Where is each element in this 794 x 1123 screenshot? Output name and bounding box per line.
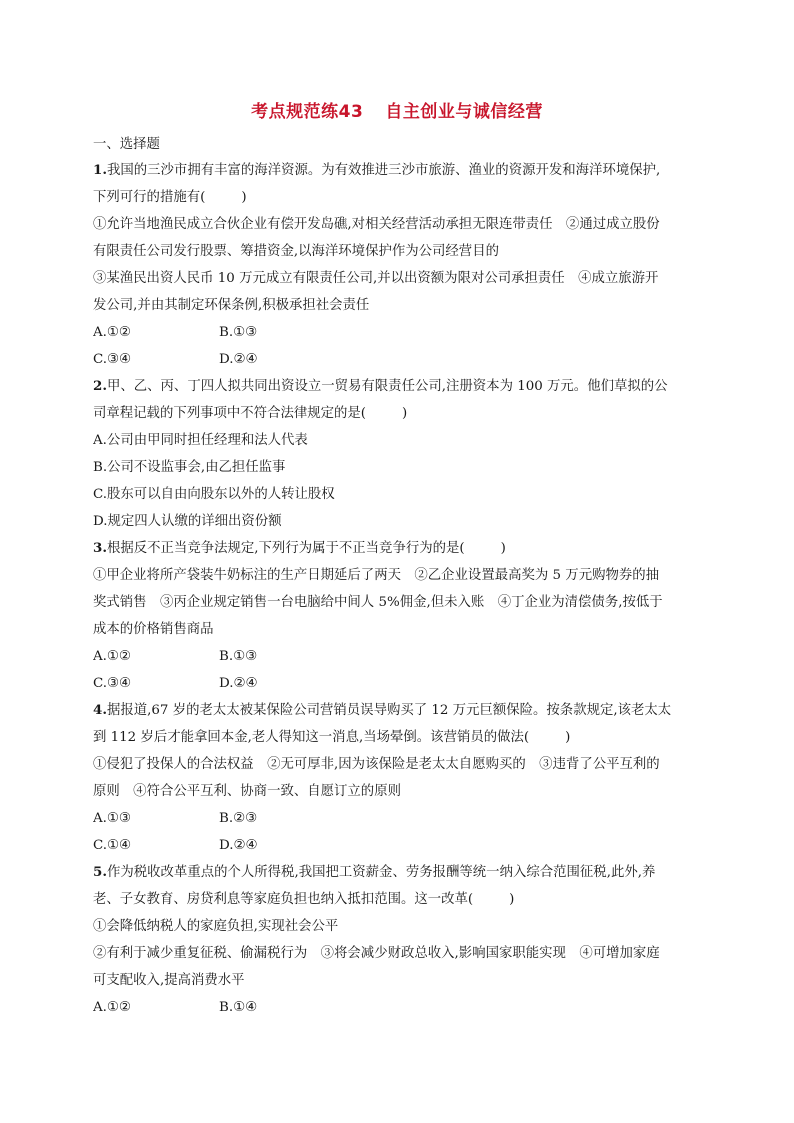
question-list [93, 133, 703, 1021]
statement-line: ①允许当地渔民成立合伙企业有偿开发岛礁,对相关经营活动承担无限连带责任 ②通过成立股份 [93, 217, 660, 232]
option-b[interactable]: B.①③ [219, 649, 258, 664]
option-a[interactable]: A.①② [93, 649, 131, 664]
answer-options [93, 670, 703, 697]
option-d[interactable]: D.规定四人认缴的详细出资份额 [93, 514, 282, 529]
option-a[interactable]: A.公司由甲同时担任经理和法人代表 [93, 433, 308, 448]
option-a[interactable]: A.①② [93, 1000, 131, 1015]
statement-line: ①甲企业将所产袋装牛奶标注的生产日期延后了两天 ②乙企业设置最高奖为 5 万元购物券的抽 [93, 568, 660, 583]
option-a[interactable]: A.①③ [93, 811, 131, 826]
question-stem: 5.作为税收改革重点的个人所得税,我国把工资薪金、劳务报酬等统一纳入综合范围征税,此外,养 [93, 864, 656, 880]
option-c[interactable]: C.股东可以自由向股东以外的人转让股权 [93, 487, 335, 502]
option-a[interactable]: A.①② [93, 325, 131, 340]
option-d[interactable]: D.②④ [219, 352, 258, 367]
answer-options [93, 319, 703, 346]
question-stem: 老、子女教育、房贷利息等家庭负担也纳入抵扣范围。这一改革( ) [93, 892, 515, 907]
question-stem: 到 112 岁后才能拿回本金,老人得知这一消息,当场晕倒。该营销员的做法( ) [93, 730, 571, 745]
answer-options [93, 346, 703, 373]
answer-options [93, 994, 703, 1021]
option-c[interactable]: C.①④ [93, 838, 132, 853]
question-1 [93, 157, 703, 373]
question-3 [93, 535, 703, 697]
question-5 [93, 859, 703, 1021]
question-2 [93, 373, 703, 535]
answer-options [93, 832, 703, 859]
question-stem: 1.我国的三沙市拥有丰富的海洋资源。为有效推进三沙市旅游、渔业的资源开发和海洋环境保护, [93, 162, 661, 178]
option-d[interactable]: D.②④ [219, 676, 258, 691]
question-stem: 2.甲、乙、丙、丁四人拟共同出资设立一贸易有限责任公司,注册资本为 100 万元。他们草拟的公 [93, 378, 668, 394]
option-c[interactable]: C.③④ [93, 676, 132, 691]
statement-line: 原则 ④符合公平互利、协商一致、自愿订立的原则 [93, 784, 401, 799]
option-b[interactable]: B.公司不设监事会,由乙担任监事 [93, 460, 286, 475]
title-main: 自主创业与诚信经营 [385, 102, 543, 122]
section-heading: 一、选择题 [93, 137, 160, 152]
question-stem: 司章程记载的下列事项中不符合法律规定的是( ) [93, 406, 408, 421]
question-stem: 下列可行的措施有( ) [93, 190, 247, 205]
statement-line: 可支配收入,提高消费水平 [93, 973, 245, 988]
question-stem: 4.据报道,67 岁的老太太被某保险公司营销员误导购买了 12 万元巨额保险。按条款规定,该老太太 [93, 702, 672, 718]
answer-options [93, 643, 703, 670]
question-stem: 3.根据反不正当竞争法规定,下列行为属于不正当竞争行为的是( ) [93, 540, 506, 556]
question-4 [93, 697, 703, 859]
option-c[interactable]: C.③④ [93, 352, 132, 367]
statement-line: 发公司,并由其制定环保条例,积极承担社会责任 [93, 298, 370, 313]
statement-line: ①会降低纳税人的家庭负担,实现社会公平 [93, 919, 339, 934]
statement-line: 成本的价格销售商品 [93, 622, 214, 637]
statement-line: ①侵犯了投保人的合法权益 ②无可厚非,因为该保险是老太太自愿购买的 ③违背了公平互利的 [93, 757, 660, 772]
page-title [0, 97, 794, 122]
option-b[interactable]: B.①③ [219, 325, 258, 340]
statement-line: ③某渔民出资人民币 10 万元成立有限责任公司,并以出资额为限对公司承担责任 ④成立旅游开 [93, 271, 659, 286]
answer-options [93, 805, 703, 832]
statement-line: 有限责任公司发行股票、筹措资金,以海洋环境保护作为公司经营目的 [93, 244, 499, 259]
statement-line: 奖式销售 ③丙企业规定销售一台电脑给中间人 5%佣金,但未入账 ④丁企业为清偿债务,按低于 [93, 595, 663, 610]
option-d[interactable]: D.②④ [219, 838, 258, 853]
option-b[interactable]: B.②③ [219, 811, 258, 826]
statement-line: ②有利于减少重复征税、偷漏税行为 ③将会减少财政总收入,影响国家职能实现 ④可增加家庭 [93, 946, 660, 961]
title-prefix: 考点规范练43 [251, 102, 364, 122]
option-b[interactable]: B.①④ [219, 1000, 258, 1015]
